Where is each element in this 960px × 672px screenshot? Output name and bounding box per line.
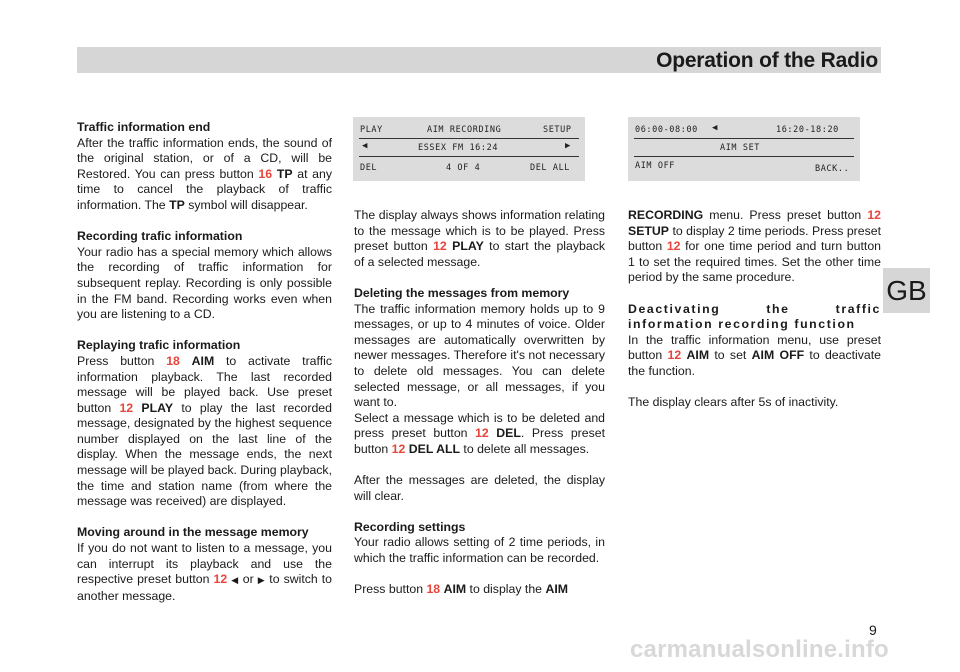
display-station: ESSEX FM 16:24	[418, 143, 499, 153]
left-arrow-icon: ◀	[231, 575, 239, 586]
display-title: AIM RECORDING	[427, 125, 502, 135]
moving-heading: Moving around in the message memory	[77, 525, 309, 540]
column-3	[628, 208, 881, 411]
keyword: AIM	[191, 353, 215, 368]
right-arrow-icon: ▶	[257, 575, 266, 586]
display-play-label: PLAY	[360, 125, 383, 135]
radio-display-recording	[353, 117, 585, 181]
deleting-text-2	[354, 411, 605, 458]
deactivating-heading: Deactivating the traffic information recording function	[628, 301, 881, 332]
text-run: to deactivate the function.	[628, 348, 882, 378]
keyword: DEL	[496, 426, 521, 441]
display-info-text	[354, 208, 605, 270]
reference-number: 18	[166, 353, 180, 368]
text-run: to delete all messages.	[463, 441, 590, 456]
text-run: to display the	[469, 582, 543, 597]
keyword: AIM	[686, 348, 710, 363]
keyword: PLAY	[141, 400, 174, 415]
display-back: BACK..	[815, 164, 850, 174]
traffic-end-text	[77, 136, 332, 214]
text-run: to activate traffic information playback. The last recorded message will be played back. Use preset button	[77, 353, 333, 415]
deactivating-text	[628, 333, 881, 380]
display-period-1: 06:00-08:00	[635, 125, 698, 135]
text-run: . Press preset button	[354, 426, 606, 456]
text-run: symbol will disappear.	[188, 197, 308, 212]
text-run: to display 2 time periods. Press preset button	[628, 223, 881, 254]
text-run: If you do not want to listen to a message, you can interrupt its playback and use the respective preset button	[77, 541, 332, 587]
replaying-heading: Replaying trafic information	[77, 338, 241, 353]
text-run: for one time period and turn button 1 to set the required times. Set the other time period by the same procedure.	[628, 239, 881, 285]
reference-number: 12	[119, 400, 134, 415]
traffic-end-heading: Traffic information end	[77, 120, 211, 134]
column-1	[77, 120, 332, 604]
text-run: In the traffic information menu, use preset button	[628, 332, 881, 363]
moving-text	[77, 541, 332, 604]
keyword: PLAY	[452, 239, 484, 254]
radio-display-settings	[628, 117, 860, 181]
deleting-heading: Deleting the messages from memory	[354, 285, 570, 300]
keyword: AIM	[545, 582, 568, 597]
display-counter: 4 OF 4	[446, 163, 481, 173]
text-run: or	[242, 572, 254, 587]
display-divider	[634, 138, 854, 139]
reference-number: 12	[475, 426, 489, 441]
reference-number: 12	[433, 239, 447, 254]
reference-number: 12	[213, 572, 228, 587]
left-arrow-icon: ◀	[712, 123, 719, 133]
keyword: AIM	[443, 582, 467, 597]
right-arrow-icon: ▶	[565, 141, 572, 151]
display-setup-label: SETUP	[543, 125, 572, 135]
text-run: to switch to another message.	[77, 572, 333, 603]
reference-number: 12	[666, 239, 681, 254]
text-run: to set	[714, 348, 747, 363]
keyword: RECORDING	[628, 208, 704, 222]
text-run: Press button	[354, 582, 424, 597]
replaying-text	[77, 354, 332, 510]
reference-number: 16	[258, 166, 273, 181]
display-period-2: 16:20-18:20	[776, 125, 839, 135]
display-del-label: DEL	[360, 163, 378, 173]
press-aim-text	[354, 582, 605, 598]
setup-text	[628, 208, 881, 286]
reference-number: 12	[667, 348, 682, 363]
text-run: at any time to cancel the playback of traffic information. The	[77, 166, 333, 212]
language-tab: GB	[883, 268, 930, 313]
display-divider	[359, 156, 579, 157]
display-divider	[359, 138, 579, 139]
text-run: After the traffic information ends, the sound of the original station, or of a CD, will be Restored. You can press button	[77, 135, 332, 181]
reference-number: 18	[426, 582, 441, 597]
display-del-all-label: DEL ALL	[530, 163, 571, 173]
footer-watermark: carmanualsonline.info	[630, 636, 889, 663]
reference-number: 12	[391, 441, 406, 456]
settings-text: Your radio allows setting of 2 time periods, in which the traffic information can be recorded.	[354, 535, 605, 566]
page-number: 9	[869, 622, 877, 638]
text-run: to play the last recorded message, designated by the highest sequence number displayed on the last line of the display. When the message ends, the next message will be played back. During playback, the time and station name (from where the message was received) are displayed.	[77, 400, 332, 509]
deleting-text-1: The traffic information memory holds up to 9 messages, or up to 4 minutes of voice. Older messages are automatically overwritten by newer messages. Therefore it's not necessary to delete old messages. You can delete selected message, or all messages, if you want to.	[354, 301, 605, 410]
text-run: The display always shows information relating to the message which is to be played. Press preset button	[354, 208, 605, 254]
keyword: TP	[169, 197, 185, 212]
settings-heading: Recording settings	[354, 519, 466, 534]
column-2	[354, 208, 605, 598]
display-aim-set: AIM SET	[720, 143, 761, 153]
recording-heading: Recording trafic information	[77, 229, 243, 244]
recording-text: Your radio has a special memory which allows the recording of traffic information for subsequent replay. Recording is only possible in the FM band. Recording works even when you are listening to a CD.	[77, 244, 332, 322]
keyword: SETUP	[628, 223, 669, 238]
keyword: DEL ALL	[408, 441, 460, 456]
keyword: TP	[276, 166, 293, 181]
text-run: Press button	[77, 353, 155, 368]
keyword: AIM OFF	[751, 348, 805, 363]
after-delete-text: After the messages are deleted, the display will clear.	[354, 473, 605, 503]
text-run: Select a message which is to be deleted and press preset button	[354, 410, 605, 441]
page-title: Operation of the Radio	[656, 49, 878, 72]
text-run: menu. Press preset button	[709, 208, 862, 222]
inactivity-text: The display clears after 5s of inactivity.	[628, 395, 839, 410]
text-run: to start the playback of a selected message.	[354, 239, 605, 269]
reference-number: 12	[867, 208, 882, 222]
left-arrow-icon: ◀	[362, 141, 369, 151]
display-divider	[634, 156, 854, 157]
display-aim-off: AIM OFF	[635, 161, 676, 171]
